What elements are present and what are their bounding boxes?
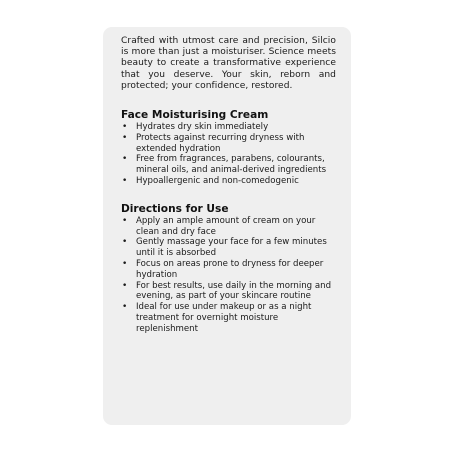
bullet-icon: • [122,237,128,248]
intro-paragraph: Crafted with utmost care and precision, Silcio is more than just a moisturiser. Science meets beauty to create a transformative experience that you deserve. Your skin, reborn and protected; your confidence, restored. [121,36,336,91]
list-item [121,302,336,334]
bullet-icon: • [122,258,128,269]
bullet-icon: • [122,132,128,143]
list-item [121,216,336,238]
list-item-text: Hydrates dry skin immediately [136,122,269,133]
list-item [121,281,336,303]
directions-list [121,216,336,335]
list-item [121,154,336,176]
list-item [121,259,336,281]
bullet-icon: • [122,215,128,226]
list-item-text: Ideal for use under makeup or as a night treatment for overnight moisture replenishment [136,302,312,334]
list-item [121,133,336,155]
bullet-icon: • [122,302,128,313]
list-item-text: Hypoallergenic and non-comedogenic [136,176,299,186]
bullet-icon: • [122,122,128,133]
benefits-list [121,122,336,187]
bullet-icon: • [122,154,128,165]
list-item-text: Apply an ample amount of cream on your clean and dry face [136,215,316,237]
list-item-text: Focus on areas prone to dryness for deeper hydration [136,258,324,280]
bullet-icon: • [122,280,128,291]
bullet-icon: • [122,176,128,186]
list-item-text: Protects against recurring dryness with extended hydration [136,132,305,154]
list-item-text: For best results, use daily in the morning and evening, as part of your skincare routine [136,280,332,302]
section-heading-face-moisturising-cream: Face Moisturising Cream [121,109,269,122]
list-item [121,176,336,187]
list-item [121,237,336,259]
product-info-card [103,27,351,425]
list-item-text: Gently massage your face for a few minutes until it is absorbed [136,237,327,259]
section-heading-directions-for-use: Directions for Use [121,202,229,215]
list-item [121,122,336,133]
list-item-text: Free from fragrances, parabens, colourants, mineral oils, and animal-derived ingredients [136,154,327,176]
